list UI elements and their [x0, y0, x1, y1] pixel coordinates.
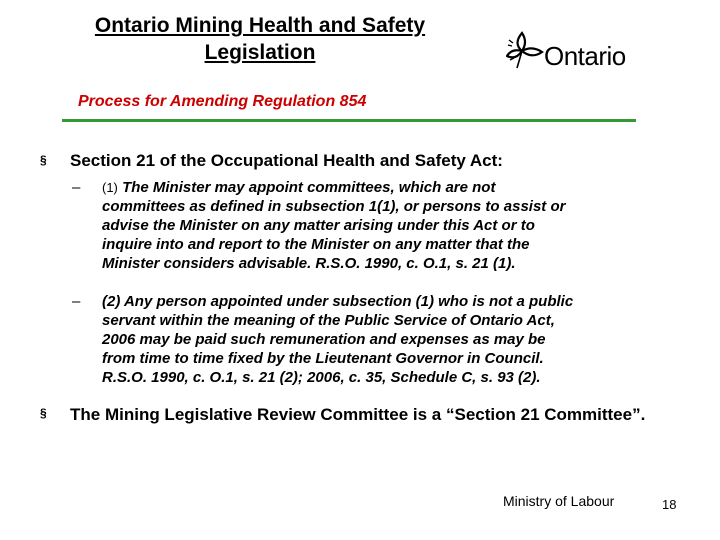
- subpoint-line: from time to time fixed by the Lieutenant Governor in Council.: [102, 350, 544, 367]
- subpoint-1: [72, 178, 692, 273]
- ontario-logo: [506, 30, 636, 74]
- subsection-number: (2): [102, 293, 121, 310]
- trillium-icon: [506, 30, 544, 72]
- ontario-wordmark: Ontario: [544, 41, 626, 71]
- subpoint-line: committees as defined in subsection 1(1), or persons to assist or: [102, 198, 566, 215]
- bullet-text: The Mining Legislative Review Committee is a “Section 21 Committee”.: [70, 405, 646, 424]
- subpoint-line: inquire into and report to the Minister on any matter that the: [102, 236, 530, 253]
- subpoint-line: [102, 178, 692, 197]
- subpoint-line: Minister considers advisable. R.S.O. 1990, c. O.1, s. 21 (1).: [102, 255, 516, 272]
- subpoint-2: [72, 292, 692, 387]
- page-number: 18: [662, 497, 677, 512]
- bullet-text: Section 21 of the Occupational Health and Safety Act:: [70, 151, 503, 170]
- bullet-marker: §: [40, 153, 47, 167]
- subpoint-line: advise the Minister on any matter arising under this Act or to: [102, 217, 535, 234]
- subsection-number: (1): [102, 180, 118, 195]
- green-divider: [62, 119, 636, 122]
- subpoint-text: Any person appointed under subsection (1) who is not a public: [123, 293, 574, 310]
- dash-marker: –: [72, 179, 81, 196]
- bullet-marker: §: [40, 406, 47, 420]
- subpoint-line: [102, 292, 692, 311]
- footer-ministry: Ministry of Labour: [503, 493, 615, 509]
- slide-title: Ontario Mining Health and Safety Legislation: [94, 14, 426, 64]
- subpoint-line: 2006 may be paid such remuneration and expenses as may be: [102, 331, 546, 348]
- subpoint-text: The Minister may appoint committees, which are not: [122, 179, 496, 196]
- dash-marker: –: [72, 293, 81, 310]
- subpoint-line: servant within the meaning of the Public Service of Ontario Act,: [102, 312, 555, 329]
- slide-subtitle: Process for Amending Regulation 854: [78, 93, 367, 110]
- subpoint-line: R.S.O. 1990, c. O.1, s. 21 (2); 2006, c. 35, Schedule C, s. 93 (2).: [102, 369, 541, 386]
